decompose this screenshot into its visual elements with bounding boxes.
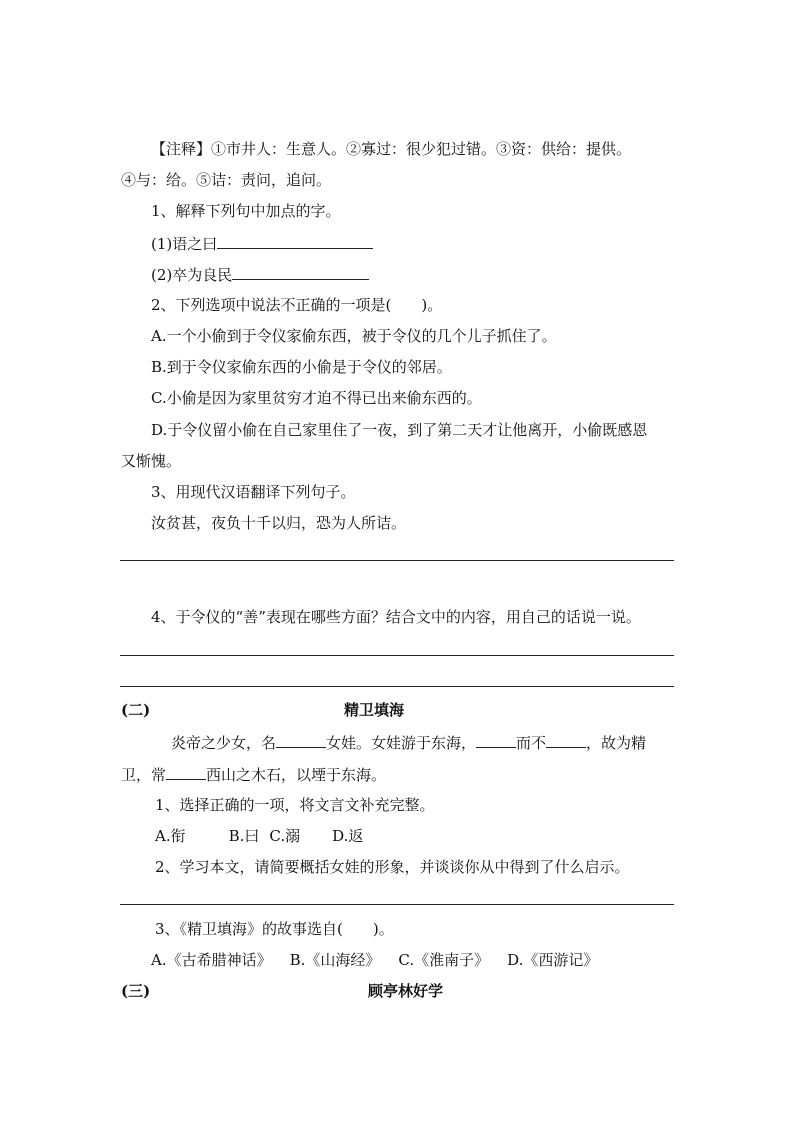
question-1-item-b [151, 264, 369, 285]
fill-blank[interactable] [476, 732, 516, 748]
choice-c: C.溺 [269, 827, 301, 845]
answer-blank[interactable] [217, 233, 373, 249]
answer-line[interactable] [120, 904, 674, 905]
question-1-item-b-text: (2)卒为良民 [151, 266, 233, 284]
question-1-prompt: 1、解释下列句中加点的字。 [151, 202, 341, 220]
answer-line[interactable] [120, 686, 674, 687]
question-3-sentence: 汝贫甚，夜负十千以归，恐为人所诘。 [151, 514, 407, 532]
answer-line[interactable] [120, 560, 674, 561]
question-2-option-c: C.小偷是因为家里贫穷才迫不得已出来偷东西的。 [151, 389, 482, 407]
section-number: (二) [121, 701, 151, 719]
fill-blank[interactable] [276, 732, 326, 748]
option-a: A.《古希腊神话》 [151, 951, 272, 969]
answer-line[interactable] [120, 655, 674, 656]
passage-text: 卫，常 [121, 766, 167, 784]
question-2-option-a: A.一个小偷到于令仪家偷东西，被于令仪的几个儿子抓住了。 [151, 327, 557, 345]
question-2-option-b: B.到于令仪家偷东西的小偷是于令仪的邻居。 [151, 358, 452, 376]
passage-text-line-2 [121, 764, 386, 785]
choice-d: D.返 [332, 827, 364, 845]
fill-blank[interactable] [546, 732, 586, 748]
question-3-prompt: 3、用现代汉语翻译下列句子。 [151, 483, 356, 501]
section-title: 精卫填海 [344, 701, 405, 719]
annotation-line-1: 【注释】①市井人：生意人。②寡过：很少犯过错。③资：供给：提供。 [151, 140, 632, 158]
question-2-prompt: 2、学习本文，请简要概括女娃的形象，并谈谈你从中得到了什么启示。 [155, 858, 630, 876]
question-2-option-d-line-1: D.于令仪留小偷在自己家里住了一夜，到了第二天才让他离开，小偷既感恩 [151, 421, 648, 439]
question-2-prompt: 2、下列选项中说法不正确的一项是( )。 [151, 296, 443, 314]
passage-text: 而不 [516, 734, 547, 752]
passage-text: 西山之木石，以堙于东海。 [206, 766, 387, 784]
choice-a: A.衔 [155, 827, 186, 845]
passage-text: ，故为精 [586, 734, 647, 752]
option-b: B.《山海经》 [289, 951, 381, 969]
fill-blank[interactable] [166, 764, 206, 780]
question-3-options [151, 950, 598, 970]
passage-text-line-1 [171, 732, 646, 753]
question-4-prompt: 4、于令仪的“善”表现在哪些方面？结合文中的内容，用自己的话说一说。 [151, 608, 641, 626]
question-1-prompt: 1、选择正确的一项，将文言文补充完整。 [155, 796, 435, 814]
question-1-item-a [151, 233, 373, 254]
annotation-line-2: ④与：给。⑤诘：责问，追问。 [121, 171, 332, 189]
option-d: D.《西游记》 [507, 951, 599, 969]
passage-text: 女娃。女娃游于东海， [326, 734, 477, 752]
question-1-item-a-text: (1)语之曰 [151, 235, 218, 253]
passage-text: 炎帝之少女，名 [171, 734, 277, 752]
section-number: (三) [121, 982, 151, 1000]
section-title: 顾亭林好学 [368, 982, 444, 1000]
option-c: C.《淮南子》 [398, 951, 490, 969]
question-3-prompt: 3、《精卫填海》的故事选自( )。 [155, 920, 394, 938]
choice-b: B.曰 [228, 827, 260, 845]
answer-blank[interactable] [232, 264, 369, 280]
choice-options [155, 826, 363, 846]
question-2-option-d-line-2: 又惭愧。 [121, 452, 182, 470]
